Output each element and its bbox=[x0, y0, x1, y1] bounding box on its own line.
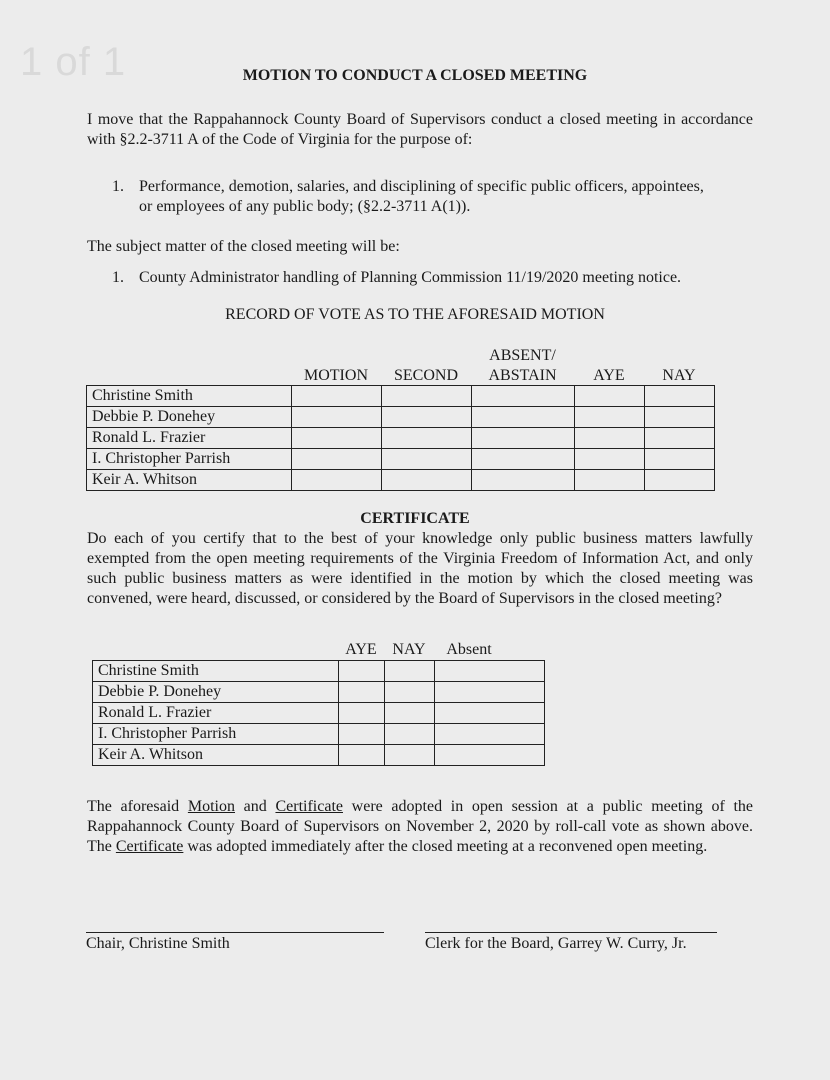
vote-cell[interactable] bbox=[339, 661, 385, 682]
vote-cell[interactable] bbox=[385, 682, 435, 703]
vote-cell[interactable] bbox=[339, 745, 385, 766]
cert-col-header-aye: AYE bbox=[345, 641, 377, 658]
table-row bbox=[93, 661, 545, 682]
member-name: Keir A. Whitson bbox=[93, 745, 339, 766]
chair-signature-line bbox=[86, 932, 384, 933]
record-of-vote-heading: RECORD OF VOTE AS TO THE AFORESAID MOTION bbox=[225, 306, 605, 323]
underlined-motion: Motion bbox=[187, 798, 235, 815]
closing-text: and bbox=[235, 798, 276, 815]
vote-cell[interactable] bbox=[435, 724, 545, 745]
vote-cell[interactable] bbox=[382, 407, 472, 428]
table-row bbox=[93, 703, 545, 724]
vote-cell[interactable] bbox=[382, 386, 472, 407]
purpose-line-1: Performance, demotion, salaries, and disciplining of specific public officers, appointees, bbox=[139, 178, 704, 195]
vote-cell[interactable] bbox=[382, 470, 472, 491]
vote-cell[interactable] bbox=[292, 449, 382, 470]
purpose-number: 1. bbox=[112, 178, 124, 195]
vote-cell[interactable] bbox=[435, 682, 545, 703]
vote-cell[interactable] bbox=[472, 449, 575, 470]
table-row bbox=[87, 407, 715, 428]
member-name: Ronald L. Frazier bbox=[87, 428, 292, 449]
vote-cell[interactable] bbox=[472, 407, 575, 428]
vote-cell[interactable] bbox=[339, 724, 385, 745]
member-name: Christine Smith bbox=[93, 661, 339, 682]
vote-cell[interactable] bbox=[292, 470, 382, 491]
certificate-heading: CERTIFICATE bbox=[360, 510, 470, 527]
member-name: Ronald L. Frazier bbox=[93, 703, 339, 724]
vote-cell[interactable] bbox=[385, 724, 435, 745]
vote-cell[interactable] bbox=[575, 386, 645, 407]
vote-cell[interactable] bbox=[292, 407, 382, 428]
vote-cell[interactable] bbox=[435, 661, 545, 682]
col-header-abstain: ABSTAIN bbox=[488, 367, 557, 384]
col-header-absent: ABSENT/ bbox=[489, 347, 556, 364]
vote-cell[interactable] bbox=[645, 428, 715, 449]
vote-cell[interactable] bbox=[575, 470, 645, 491]
col-header-second: SECOND bbox=[393, 367, 458, 384]
cert-col-header-absent: Absent bbox=[446, 641, 492, 658]
member-name: I. Christopher Parrish bbox=[93, 724, 339, 745]
col-header-motion: MOTION bbox=[304, 367, 368, 384]
table-row bbox=[87, 428, 715, 449]
vote-cell[interactable] bbox=[645, 386, 715, 407]
certificate-vote-table bbox=[92, 660, 545, 766]
vote-cell[interactable] bbox=[435, 703, 545, 724]
subject-text: County Administrator handling of Planning Commission 11/19/2020 meeting notice. bbox=[139, 269, 682, 286]
vote-cell[interactable] bbox=[645, 449, 715, 470]
table-row bbox=[87, 386, 715, 407]
member-name: I. Christopher Parrish bbox=[87, 449, 292, 470]
table-row bbox=[93, 745, 545, 766]
motion-paragraph: I move that the Rappahannock County Board of Supervisors conduct a closed meeting in accordance with §2.2-3711 A of the Code of Virginia for the purpose of: bbox=[87, 111, 753, 148]
vote-cell[interactable] bbox=[645, 470, 715, 491]
vote-record-table bbox=[86, 385, 715, 491]
table-row bbox=[93, 682, 545, 703]
table-row bbox=[87, 449, 715, 470]
vote-cell[interactable] bbox=[575, 449, 645, 470]
closing-text: The aforesaid bbox=[87, 798, 188, 815]
underlined-certificate: Certificate bbox=[115, 838, 184, 855]
vote-cell[interactable] bbox=[472, 386, 575, 407]
vote-cell[interactable] bbox=[385, 703, 435, 724]
vote-cell[interactable] bbox=[385, 661, 435, 682]
subject-intro: The subject matter of the closed meeting will be: bbox=[87, 238, 400, 255]
col-header-aye: AYE bbox=[593, 367, 625, 384]
vote-cell[interactable] bbox=[385, 745, 435, 766]
closing-text: were adopted in open session at a public meeting of the Rappahannock County Board of Supervisors on November 2, 2020 by roll-call vote as shown above. The bbox=[87, 798, 754, 855]
clerk-signature-label: Clerk for the Board, Garrey W. Curry, Jr. bbox=[425, 935, 687, 952]
vote-cell[interactable] bbox=[292, 428, 382, 449]
purpose-line-2: or employees of any public body; (§2.2-3711 A(1)). bbox=[139, 198, 471, 215]
member-name: Christine Smith bbox=[87, 386, 292, 407]
chair-signature-label: Chair, Christine Smith bbox=[86, 935, 230, 952]
vote-cell[interactable] bbox=[382, 449, 472, 470]
vote-cell[interactable] bbox=[575, 407, 645, 428]
vote-cell[interactable] bbox=[339, 703, 385, 724]
purpose-item bbox=[112, 177, 762, 217]
member-name: Keir A. Whitson bbox=[87, 470, 292, 491]
vote-cell[interactable] bbox=[292, 386, 382, 407]
vote-cell[interactable] bbox=[645, 407, 715, 428]
closing-text: was adopted immediately after the closed meeting at a reconvened open meeting. bbox=[183, 838, 708, 855]
cert-col-header-nay: NAY bbox=[392, 641, 426, 658]
table-row bbox=[93, 724, 545, 745]
closing-paragraph bbox=[87, 797, 753, 857]
underlined-certificate: Certificate bbox=[275, 798, 343, 815]
certificate-paragraph: Do each of you certify that to the best of your knowledge only public business matters lawfully exempted from the open meeting requirements of the Virginia Freedom of Information Act, and only such public business matters as were identified in the motion by which the closed meeting was convened, were heard, discussed, or considered by the Board of Supervisors in the closed meeting? bbox=[87, 530, 753, 607]
vote-cell[interactable] bbox=[435, 745, 545, 766]
member-name: Debbie P. Donehey bbox=[93, 682, 339, 703]
vote-cell[interactable] bbox=[472, 428, 575, 449]
table-row bbox=[87, 470, 715, 491]
vote-cell[interactable] bbox=[575, 428, 645, 449]
subject-number: 1. bbox=[112, 269, 124, 286]
subject-item bbox=[112, 268, 762, 288]
member-name: Debbie P. Donehey bbox=[87, 407, 292, 428]
clerk-signature-line bbox=[425, 932, 717, 933]
page-title: MOTION TO CONDUCT A CLOSED MEETING bbox=[242, 67, 588, 84]
page-watermark: 1 of 1 bbox=[20, 40, 127, 84]
col-header-nay: NAY bbox=[662, 367, 696, 384]
vote-cell[interactable] bbox=[472, 470, 575, 491]
vote-cell[interactable] bbox=[382, 428, 472, 449]
vote-cell[interactable] bbox=[339, 682, 385, 703]
